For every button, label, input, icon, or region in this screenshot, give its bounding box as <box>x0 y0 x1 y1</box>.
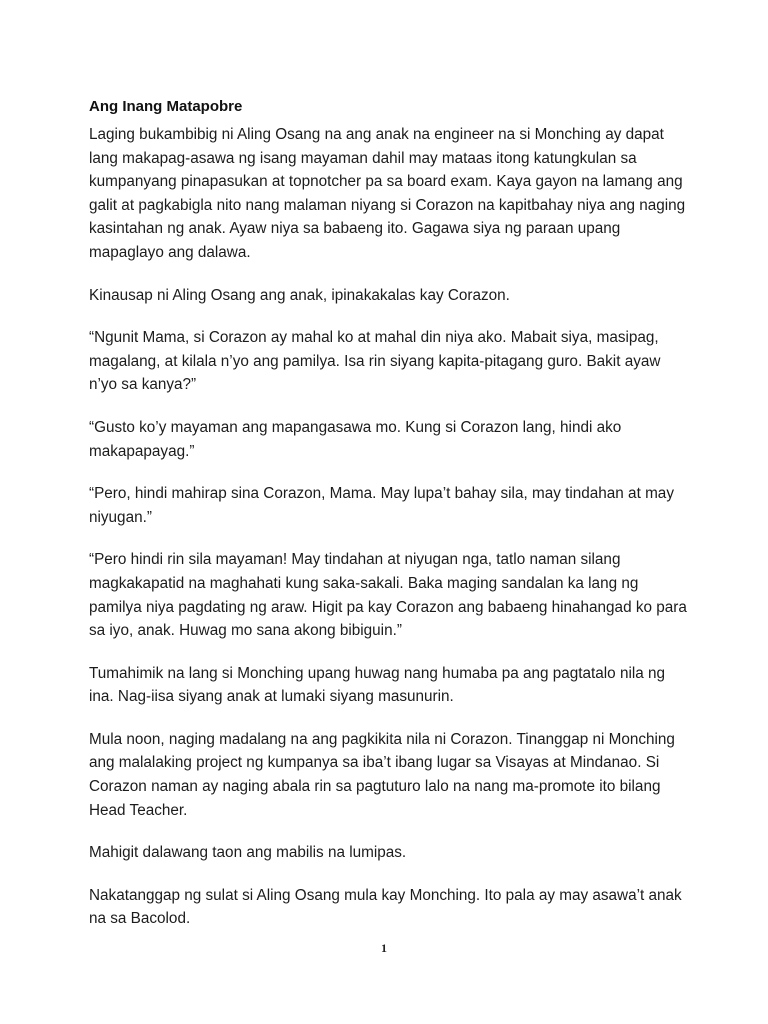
paragraph-3: “Ngunit Mama, si Corazon ay mahal ko at mahal din niya ako. Mabait siya, masipag, magalang, at kilala n’yo ang pamilya. Isa rin siyang kapita-pitagang guro. Bakit ayaw n’yo sa kanya?” <box>89 329 661 394</box>
paragraph-9: Mahigit dalawang taon ang mabilis na lumipas. <box>89 844 407 862</box>
page-number: 1 <box>381 941 387 955</box>
paragraph-1: Laging bukambibig ni Aling Osang na ang anak na engineer na si Monching ay dapat lang makapag-asawa ng isang mayaman dahil may mataas itong katungkulan sa kumpanyang pinapasukan at topnotcher pa sa board exam. Kaya gayon na lamang ang galit at pagkabigla nito nang malaman niyang si Corazon na kapitbahay niya ang naging kasintahan ng anak. Ayaw niya sa babaeng ito. Gagawa siya ng paraan upang mapaglayo ang dalawa. <box>89 126 686 261</box>
paragraph-10: Nakatanggap ng sulat si Aling Osang mula kay Monching. Ito pala ay may asawa’t anak na sa Bacolod. <box>89 886 682 928</box>
story-title: Ang Inang Matapobre <box>89 98 243 115</box>
paragraph-8: Mula noon, naging madalang na ang pagkikita nila ni Corazon. Tinanggap ni Monching ang malalaking project ng kumpanya sa iba’t ibang lugar sa Visayas at Mindanao. Si Corazon naman ay naging abala rin sa pagtuturo lalo na nang ma-promote ito bilang Head Teacher. <box>89 730 675 819</box>
paragraph-5: “Pero, hindi mahirap sina Corazon, Mama. May lupa’t bahay sila, may tindahan at may niyugan.” <box>89 485 674 526</box>
paragraph-6: “Pero hindi rin sila mayaman! May tindahan at niyugan nga, tatlo naman silang magkakapatid na maghahati kung saka-sakali. Baka maging sandalan ka lang ng pamilya niya pagdating ng araw. Higit pa kay Corazon ang babaeng hinahangad ko para sa iyo, anak. Huwag mo sana akong bibiguin.” <box>89 551 687 640</box>
paragraph-2: Kinausap ni Aling Osang ang anak, ipinakakalas kay Corazon. <box>89 286 510 304</box>
paragraph-7: Tumahimik na lang si Monching upang huwag nang humaba pa ang pagtatalo nila ng ina. Nag-iisa siyang anak at lumaki siyang masunurin. <box>89 664 666 706</box>
document-body <box>89 96 689 950</box>
paragraph-4: “Gusto ko’y mayaman ang mapangasawa mo. Kung si Corazon lang, hindi ako makapapayag.” <box>89 418 622 460</box>
